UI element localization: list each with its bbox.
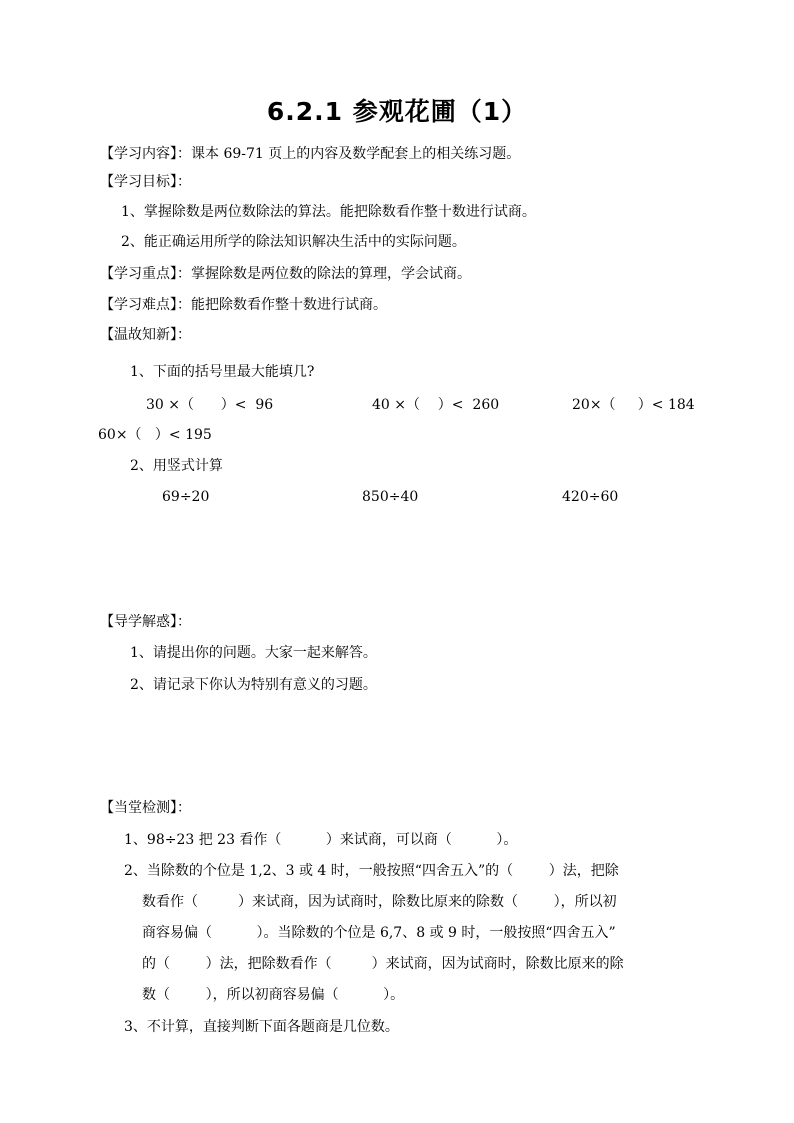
learning-goal-1: 1、掌握除数是两位数除法的算法。能把除数看作整十数进行试商。 [121, 204, 536, 220]
test-item-2-line-3: 商容易偏（ ）。当除数的个位是 6,7、8 或 9 时，一般按照“四舍五入” [142, 925, 616, 941]
learning-goals-heading: 【学习目标】： [100, 174, 191, 190]
test-item-1: 1、98÷23 把 23 看作（ ）来试商，可以商（ ）。 [124, 832, 518, 848]
inequality-2: 40 ×（ ）< 260 [372, 397, 500, 413]
guide-item-1: 1、请提出你的问题。大家一起来解答。 [130, 645, 377, 661]
guide-heading: 【导学解惑】： [100, 614, 191, 630]
inequality-4: 60×（ ）< 195 [98, 427, 212, 443]
test-item-2-line-4: 的（ ）法，把除数看作（ ）来试商，因为试商时，除数比原来的除 [142, 956, 624, 972]
difficult-points: 【学习难点】：能把除数看作整十数进行试商。 [100, 297, 387, 313]
learning-goal-2: 2、能正确运用所学的除法知识解决生活中的实际问题。 [121, 234, 466, 250]
inequality-3: 20×（ ）< 184 [572, 397, 695, 413]
test-item-2-line-5: 数（ ），所以初商容易偏（ ）。 [142, 987, 405, 1003]
review-question-2: 2、用竖式计算 [130, 458, 223, 474]
learning-content: 【学习内容】：课本 69-71 页上的内容及数学配套上的相关练习题。 [100, 146, 521, 162]
calc-2: 850÷40 [362, 489, 419, 505]
page-title: 6.2.1 参观花圃（1） [266, 97, 528, 126]
test-item-2-line-1: 2、当除数的个位是 1,2、3 或 4 时，一般按照“四舍五入”的（ ）法，把除 [124, 863, 619, 879]
guide-item-2: 2、请记录下你认为特别有意义的习题。 [130, 677, 377, 693]
review-heading: 【温故知新】： [100, 327, 191, 343]
calc-1: 69÷20 [162, 489, 210, 505]
test-item-2-line-2: 数看作（ ）来试商，因为试商时，除数比原来的除数（ ），所以初 [142, 894, 617, 910]
calc-3: 420÷60 [562, 489, 619, 505]
test-item-3: 3、不计算，直接判断下面各题商是几位数。 [124, 1019, 399, 1035]
test-heading: 【当堂检测】： [100, 800, 191, 816]
review-question-1: 1、下面的括号里最大能填几? [130, 364, 315, 380]
inequality-1: 30 ×（ ）< 96 [146, 397, 274, 413]
key-points: 【学习重点】：掌握除数是两位数的除法的算理，学会试商。 [100, 266, 471, 282]
